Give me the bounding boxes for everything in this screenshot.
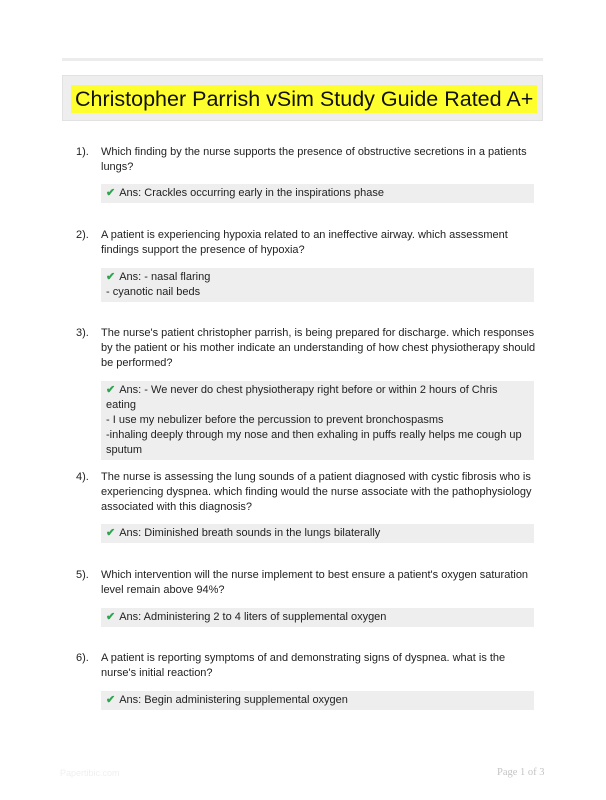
checkmark-icon: ✔	[106, 187, 116, 199]
checkmark-icon: ✔	[106, 271, 116, 283]
answer-line: Ans: - We never do chest physiotherapy right before or within 2 hours of Chris eating	[106, 384, 498, 411]
top-divider	[62, 58, 543, 61]
answer-line: - cyanotic nail beds	[106, 286, 201, 298]
answer-box	[101, 608, 534, 627]
title-banner	[62, 75, 543, 121]
answer-line: Ans: Crackles occurring early in the inspirations phase	[119, 187, 384, 199]
question-number: 1).	[76, 146, 89, 158]
checkmark-icon: ✔	[106, 384, 116, 396]
document-title: Christopher Parrish vSim Study Guide Rated A+	[71, 85, 537, 113]
question-text: Which finding by the nurse supports the presence of obstructive secretions in a patients lungs?	[101, 146, 527, 173]
answer-box	[101, 381, 534, 460]
question-number: 6).	[76, 652, 89, 664]
answer-line: -inhaling deeply through my nose and then exhaling in puffs really helps me cough up sputum	[106, 429, 522, 456]
answer-line: Ans: Begin administering supplemental oxygen	[119, 694, 348, 706]
question-text: The nurse's patient christopher parrish, is being prepared for discharge. which responses by the patient or his mother indicate an understanding of how chest physiotherapy should be performed?	[101, 327, 536, 369]
question-number: 3).	[76, 327, 89, 339]
question-number: 4).	[76, 471, 89, 483]
answer-box	[101, 524, 534, 543]
question-number: 5).	[76, 569, 89, 581]
question-text: A patient is experiencing hypoxia related to an ineffective airway. which assessment findings support the presence of hypoxia?	[101, 229, 508, 256]
answer-box	[101, 184, 534, 203]
checkmark-icon: ✔	[106, 694, 116, 706]
answer-line: Ans: Diminished breath sounds in the lungs bilaterally	[119, 527, 381, 539]
answer-line: Ans: Administering 2 to 4 liters of supplemental oxygen	[119, 611, 387, 623]
checkmark-icon: ✔	[106, 527, 116, 539]
checkmark-icon: ✔	[106, 611, 116, 623]
question-text: A patient is reporting symptoms of and demonstrating signs of dyspnea. what is the nurse's initial reaction?	[101, 652, 506, 679]
answer-line: Ans: - nasal flaring	[119, 271, 211, 283]
answer-box	[101, 691, 534, 710]
question-text: The nurse is assessing the lung sounds of a patient diagnosed with cystic fibrosis who is experiencing dyspnea. which finding would the nurse associate with the pathophysiology associated with this diagnosis?	[101, 471, 532, 513]
footer-watermark: Papertibic.com	[60, 768, 120, 778]
answer-line: - I use my nebulizer before the percussion to prevent bronchospasms	[106, 414, 444, 426]
question-text: Which intervention will the nurse implement to best ensure a patient's oxygen saturation level remain above 94%?	[101, 569, 529, 596]
question-number: 2).	[76, 229, 89, 241]
page-number: Page 1 of 3	[497, 767, 545, 778]
answer-box	[101, 268, 534, 302]
